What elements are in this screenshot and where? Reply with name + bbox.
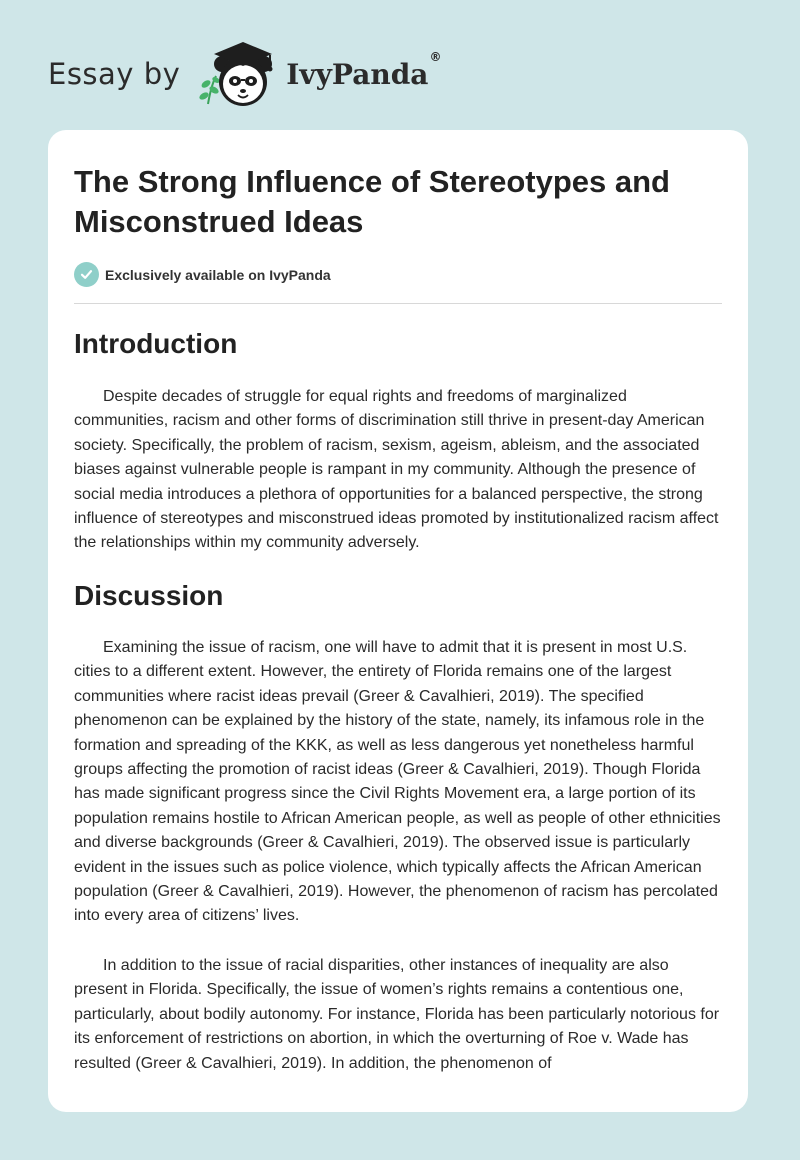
exclusive-badge <box>74 262 331 287</box>
paragraph: In addition to the issue of racial disparities, other instances of inequality are also present in Florida. Specifically, the issue of women’s rights remains a contentious one, particularly, about bodily autonomy. For instance, Florida has been particularly notorious for its enforcement of restrictions on abortion, in which the overturning of Roe v. Wade has resulted (Greer & Cavalhieri, 2019). In addition, the phenomenon of <box>74 957 720 1072</box>
essay-card <box>48 130 748 1112</box>
site-brand[interactable] <box>48 34 441 114</box>
registered-mark: ® <box>429 49 442 64</box>
brand-prefix: Essay by <box>48 57 181 91</box>
check-icon <box>74 262 99 287</box>
title-divider <box>74 303 722 304</box>
page-title: The Strong Influence of Stereotypes and Misconstrued Ideas <box>74 164 670 239</box>
section-heading-introduction: Introduction <box>74 328 238 359</box>
section-heading-discussion: Discussion <box>74 580 224 611</box>
paragraph: Examining the issue of racism, one will have to admit that it is present in most U.S. cities to a different extent. However, the entirety of Florida remains one of the largest communities where racist ideas prevail (Greer & Cavalhieri, 2019). The specified phenomenon can be explained by the history of the state, namely, its infamous role in the formation and spreading of the KKK, as well as less dangerous yet nonetheless harmful groups affecting the promotion of racist ideas (Greer & Cavalhieri, 2019). Though Florida has made significant progress since the Civil Rights Movement era, a large portion of its population remains hostile to African American people, as well as people of other ethnicities and diverse backgrounds (Greer & Cavalhieri, 2019). The observed issue is particularly evident in the issues such as police violence, which typically affects the African American population (Greer & Cavalhieri, 2019). However, the phenomenon of racism has percolated into every area of citizens’ lives. <box>74 639 721 925</box>
panda-graduate-icon <box>192 34 282 114</box>
brand-name: IvyPanda® <box>286 49 442 91</box>
paragraph: Despite decades of struggle for equal rights and freedoms of marginalized communities, racism and other forms of discrimination still thrive in present-day American society. Specifically, the problem of racism, sexism, ageism, ableism, and the associated biases against vulnerable people is rampant in my community. Although the presence of social media introduces a plethora of opportunities for a balanced perspective, the strong influence of stereotypes and misconstrued ideas promoted by institutionalized racism affect the relationships within my community adversely. <box>74 388 719 552</box>
exclusive-badge-text: Exclusively available on IvyPanda <box>105 266 331 283</box>
